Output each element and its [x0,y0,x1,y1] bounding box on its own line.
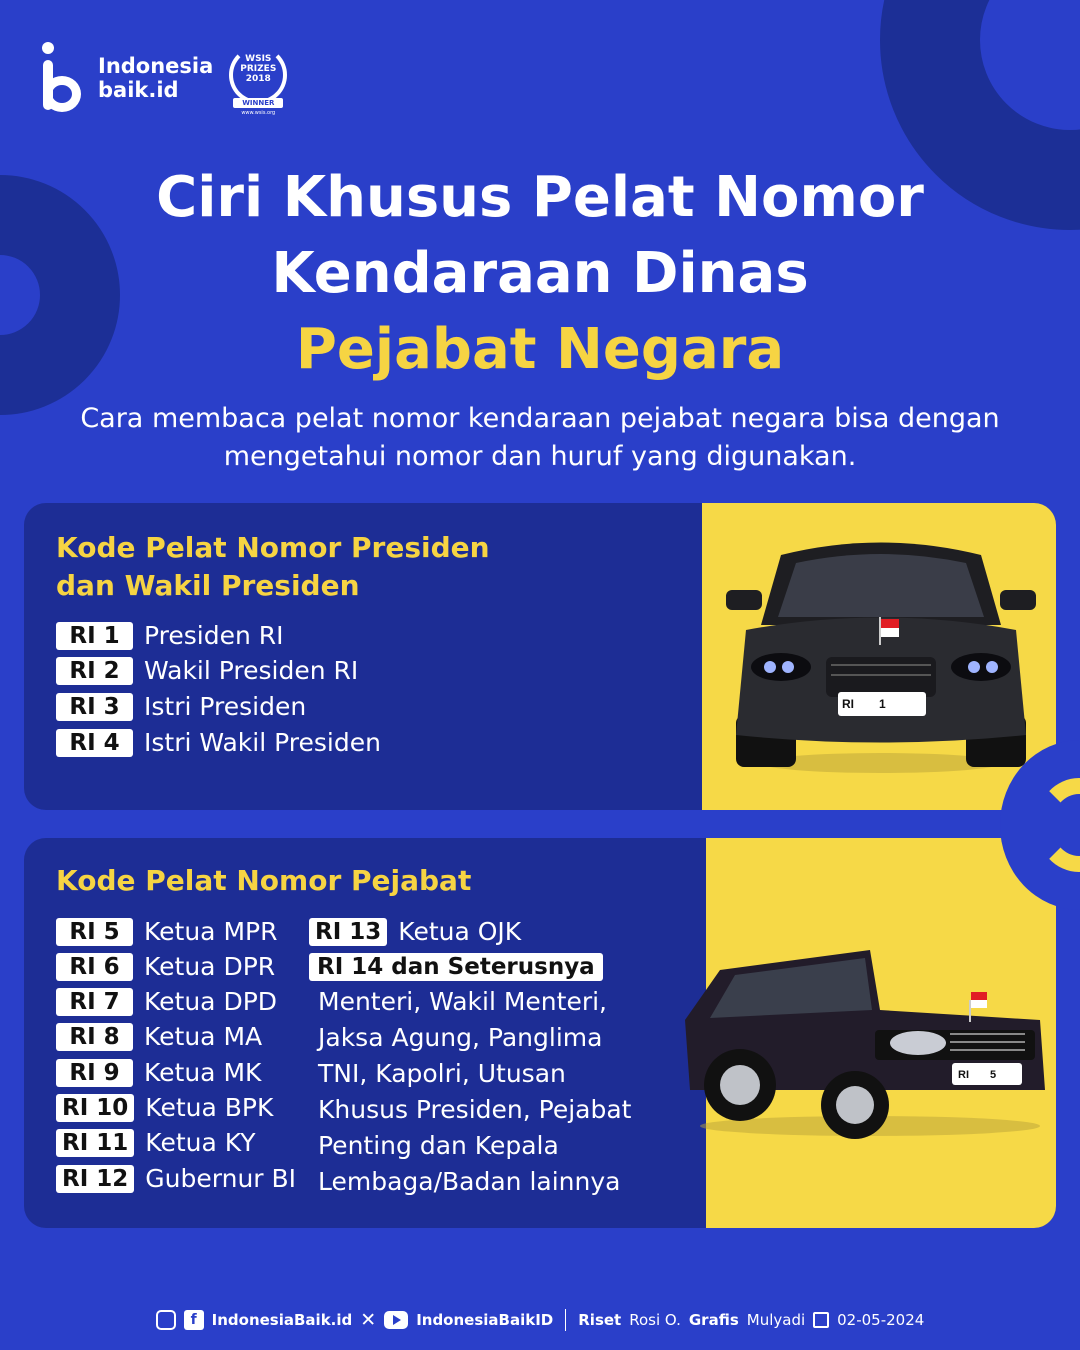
official-car-illustration [680,940,1050,1140]
plate-label: Ketua DPR [144,952,276,981]
list-item [56,1022,262,1052]
plate-code: RI 10 [56,1094,134,1122]
plate-label: Wakil Presiden RI [144,656,359,685]
plate-code: RI 7 [56,988,133,1016]
plate-code: RI 12 [56,1165,134,1193]
plate-14-description [318,984,631,1200]
footer [0,1308,1080,1332]
title-line1: Ciri Khusus Pelat Nomor [156,165,924,230]
section2-heading: Kode Pelat Nomor Pejabat [56,864,472,897]
description-line: Menteri, Wakil Menteri, [318,987,608,1016]
description-line: Penting dan Kepala [318,1131,559,1160]
plate-label: Gubernur BI [145,1164,297,1193]
wsis-award-badge [227,38,289,118]
list-item [56,1128,256,1158]
section1-heading-line2: dan Wakil Presiden [56,569,360,602]
riset-name: Rosi O. [629,1311,681,1329]
plate-code: RI 13 [309,918,387,946]
plate-code: RI 11 [56,1129,134,1157]
indonesian-flag-icon [971,992,987,1000]
award-winner-label: WINNER [233,98,283,108]
title-line2: Kendaraan Dinas [271,241,809,306]
list-item [56,1058,261,1088]
plate-label: Ketua MA [144,1022,263,1051]
indonesian-flag-icon [881,619,899,628]
list-item [56,1093,273,1123]
plate-code: RI 4 [56,729,133,757]
description-line: Jaksa Agung, Panglima [318,1023,603,1052]
instagram-icon[interactable] [156,1310,176,1330]
grafis-name: Mulyadi [746,1311,806,1329]
plate-label: Ketua BPK [145,1093,274,1122]
plate-code: RI 2 [56,657,133,685]
brand-logo[interactable] [42,38,289,118]
plate-label: Istri Wakil Presiden [144,728,381,757]
brand-name-line2: baik.id [98,78,179,102]
list-item [56,917,277,947]
plate-label: Ketua MK [144,1058,262,1087]
list-item [56,987,277,1017]
plate-code: RI 6 [56,953,133,981]
car-plate-letters: RI [842,697,854,711]
grafis-label: Grafis [688,1311,739,1329]
award-title: WSIS PRIZES 2018 [240,54,277,84]
list-item [56,621,284,651]
list-item [56,728,381,758]
page-subtitle: Cara membaca pelat nomor kendaraan pejabat negara bisa dengan mengetahui nomor dan huruf yang digunakan. [80,403,1000,472]
car-plate-number: 1 [879,697,886,711]
car-plate-number: 5 [990,1069,997,1081]
car-plate-letters: RI [958,1069,969,1081]
list-item [56,656,358,686]
youtube-icon[interactable] [384,1311,408,1329]
brand-name-line1: Indonesia [98,54,214,78]
description-line: Khusus Presiden, Pejabat [318,1095,632,1124]
presidential-car-illustration [726,535,1036,775]
brand-name [98,54,213,102]
section1-heading-line1: Kode Pelat Nomor Presiden [56,531,490,564]
description-line: Lembaga/Badan lainnya [318,1167,621,1196]
description-line: TNI, Kapolri, Utusan [318,1059,566,1088]
x-twitter-icon[interactable]: ✕ [360,1309,377,1331]
list-item [56,1164,296,1194]
facebook-icon[interactable]: f [184,1310,204,1330]
plate-label: Istri Presiden [144,692,307,721]
section1-heading [56,529,490,605]
publish-date: 02-05-2024 [837,1311,925,1329]
plate-code: RI 1 [56,622,133,650]
list-item [309,917,521,947]
award-site: www.wsis.org [241,110,276,116]
plate-label: Presiden RI [144,621,284,650]
title-line3: Pejabat Negara [295,317,785,382]
list-item [56,692,306,722]
plate-code: RI 14 dan Seterusnya [309,953,603,981]
plate-label: Ketua KY [145,1128,256,1157]
riset-label: Riset [578,1311,622,1329]
footer-divider [565,1309,566,1331]
plate-code: RI 9 [56,1059,133,1087]
plate-label: Ketua MPR [144,917,278,946]
plate-label: Ketua DPD [144,987,278,1016]
plate-code: RI 5 [56,918,133,946]
plate-code: RI 8 [56,1023,133,1051]
list-item [309,952,614,982]
plate-code: RI 3 [56,693,133,721]
social-handle-id[interactable]: IndonesiaBaikID [416,1311,554,1329]
page-title [0,160,1080,388]
indonesiabaik-logo-icon [42,42,88,114]
list-item [56,952,275,982]
plate-label: Ketua OJK [398,917,522,946]
social-handle[interactable]: IndonesiaBaik.id [211,1311,353,1329]
calendar-icon [813,1312,829,1328]
